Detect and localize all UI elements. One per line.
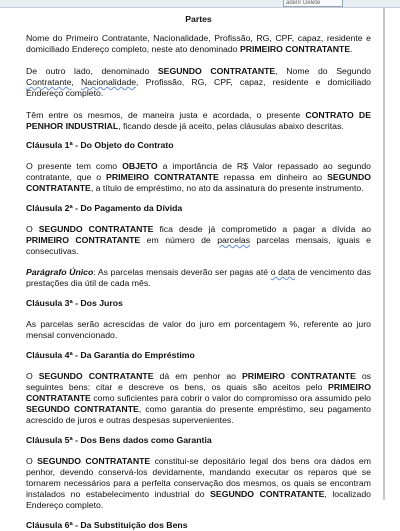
text-run: De outro lado, denominado	[26, 66, 158, 76]
bold-text-run: PRIMEIRO CONTRATANTE	[26, 382, 371, 403]
text-run: , localizado Endereço completo.	[26, 489, 372, 510]
bold-text-run: SEGUNDO CONTRATANTE	[157, 66, 276, 76]
text-run: O	[26, 371, 39, 381]
page-edge-divider	[383, 8, 385, 500]
text-run: repassa em dinheiro ao	[218, 172, 328, 182]
toolbar-tag[interactable]: aderir Delete	[283, 0, 343, 7]
clause-1-body	[26, 161, 371, 194]
top-toolbar	[0, 0, 400, 8]
bold-text-run: SEGUNDO CONTRATANTE	[38, 371, 154, 381]
text-run: os seguintes bens: citar e descreve os bens, os quais são aceitos pelo	[26, 371, 371, 392]
bold-text-run: SEGUNDO CONTRATANTE	[210, 489, 325, 499]
text-run: de vencimento das prestações dia útil de cada mês.	[26, 267, 372, 288]
text-run: parcelas mensais, iguais e consecutivas.	[26, 235, 371, 256]
clause-2-body	[26, 224, 371, 257]
clause-5-title: Cláusula 5ª - Dos Bens dados como Garantia	[26, 435, 212, 445]
party-1-paragraph	[26, 33, 371, 55]
clause-4-title: Cláusula 4ª - Da Garantia do Empréstimo	[26, 350, 195, 360]
clause-6-title: Cláusula 6ª - Da Substituição dos Bens	[26, 520, 188, 530]
text-run: constitui-se depositário legal dos bens ora dados em penhor, devendo conservá-los devidamente, mandando executar os reparos que se tornarem necessários para a perfeita conservação dos mesmos, os quais se encontram instalados no estabelecimento industrial do	[26, 456, 372, 499]
text-run: .	[350, 44, 353, 54]
text-run: como suficientes para cobrir o valor do compromisso ora assumido pelo	[90, 393, 371, 403]
clause-5-body	[26, 456, 371, 511]
bold-text-run: CONTRATO DE PENHOR INDUSTRIAL	[26, 110, 371, 131]
clause-4-body	[26, 371, 371, 426]
clause-1-title: Cláusula 1ª - Do Objeto do Contrato	[26, 140, 174, 150]
agreement-paragraph	[26, 110, 371, 132]
text-run: , a título de empréstimo, no ato da assinatura do presente instrumento.	[90, 183, 364, 193]
clause-3-body: As parcelas serão acrescidas de valor do juro em porcentagem %, referente ao juro mensal convencionado.	[26, 319, 371, 340]
text-run: Têm entre os mesmos, de maneira justa e acordada, o presente	[26, 110, 306, 120]
spellcheck-flagged-word: parcelas	[217, 235, 251, 245]
text-run: , como garantia do presente empréstimo, seu pagamento acrescido de juros e outras despesas supervenientes.	[26, 404, 371, 425]
clause-3-title: Cláusula 3ª - Dos Juros	[26, 298, 123, 308]
text-run: Nome do Primeiro Contratante, Nacionalidade, Profissão, RG, CPF, capaz, residente e domiciliado Endereço completo, neste ato denominado	[26, 33, 371, 54]
spellcheck-flagged-word: Nacionalidade	[80, 77, 137, 87]
text-run: em número de	[140, 235, 218, 245]
bold-text-run: SEGUNDO CONTRATANTE	[38, 224, 154, 234]
text-run: , ficando desde já aceito, pelas cláusulas abaixo descritas.	[118, 121, 344, 131]
paragraph-label: Parágrafo Único	[26, 267, 94, 277]
text-run: , Nome do Segundo	[275, 66, 371, 76]
text-run: , Profissão, RG, CPF, capaz, residente e domiciliado Endereço completo.	[26, 77, 371, 98]
text-run: O presente tem como	[26, 161, 123, 171]
text-run: a importância de R$ Valor repassado ao segundo contratante, que o	[26, 161, 371, 182]
contract-document	[26, 10, 371, 531]
text-run: fica desde já comprometido a pagar a dívida ao	[153, 224, 372, 234]
bold-text-run: SEGUNDO CONTRATANTE	[37, 456, 151, 466]
text-run: : As parcelas mensais deverão ser pagas até	[93, 267, 271, 277]
spellcheck-flagged-word: o data	[270, 267, 296, 277]
bold-text-run: PRIMEIRO CONTRATANTE	[239, 44, 351, 54]
text-run: O	[26, 456, 38, 466]
bold-text-run: OBJETO	[122, 161, 158, 171]
bold-text-run: SEGUNDO CONTRATANTE	[26, 172, 371, 193]
clause-2-paragraph	[26, 267, 371, 289]
bold-text-run: PRIMEIRO CONTRATANTE	[106, 172, 219, 182]
text-run: dá em penhor ao	[153, 371, 243, 381]
bold-text-run: PRIMEIRO CONTRATANTE	[26, 235, 141, 245]
doc-title: Partes	[185, 14, 212, 24]
bold-text-run: SEGUNDO CONTRATANTE	[26, 404, 139, 414]
spellcheck-flagged-word: Contratante	[26, 77, 72, 87]
party-2-paragraph	[26, 66, 371, 99]
text-run: O	[26, 224, 39, 234]
bold-text-run: PRIMEIRO CONTRATANTE	[242, 371, 356, 381]
clause-2-title: Cláusula 2ª - Do Pagamento da Dívida	[26, 203, 183, 213]
text-run: ,	[71, 77, 81, 87]
